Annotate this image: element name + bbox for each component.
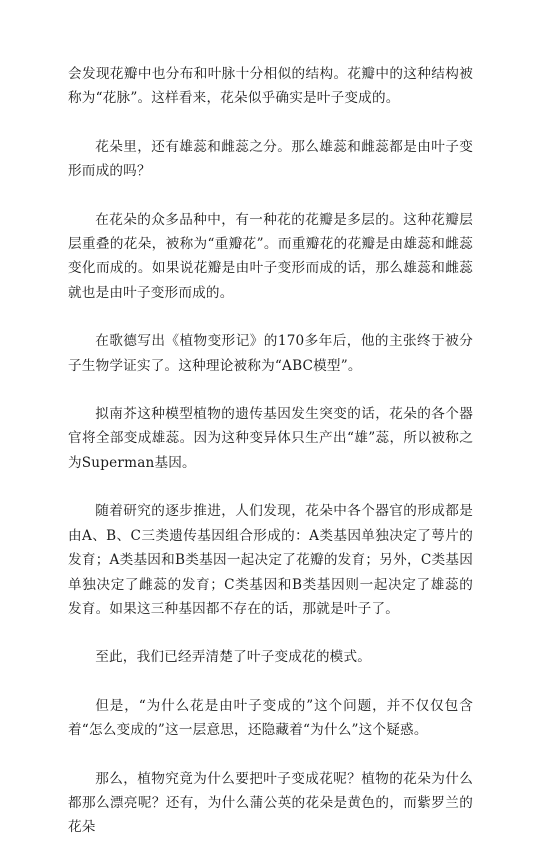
paragraph-7: 至此，我们已经弄清楚了叶子变成花的模式。 — [95, 649, 372, 666]
paragraph-3: 在花朵的众多品种中，有一种花的花瓣是多层的。这种花瓣层层重叠的花朵，被称为“重瓣花”。而重瓣花的花瓣是由雄蕊和雌蕊变化而成的。如果说花瓣是由叶子变形而成的话，那么雄蕊和雌蕊就也是由叶子变形而成的。 — [68, 211, 473, 301]
document-body — [68, 62, 473, 864]
paragraph-6: 随着研究的逐步推进，人们发现，花朵中各个器官的形成都是由A、B、C三类遗传基因组合形成的：A类基因单独决定了萼片的发育；A类基因和B类基因一起决定了花瓣的发育；另外，C类基因单独决定了雌蕊的发育；C类基因和B类基因则一起决定了雄蕊的发育。如果这三种基因都不存在的话，那就是叶子了。 — [68, 503, 473, 617]
paragraph-5: 拟南芥这种模型植物的遗传基因发生突变的话，花朵的各个器官将全部变成雄蕊。因为这种变异体只生产出“雄”蕊，所以被称之为Superman基因。 — [68, 406, 473, 471]
paragraph-4: 在歌德写出《植物变形记》的170多年后，他的主张终于被分子生物学证实了。这种理论被称为“ABC模型”。 — [68, 333, 473, 374]
paragraph-8: 但是，“为什么花是由叶子变成的”这个问题，并不仅仅包含着“怎么变成的”这一层意思，还隐藏着“为什么”这个疑惑。 — [68, 697, 473, 739]
paragraph-1: 会发现花瓣中也分布和叶脉十分相似的结构。花瓣中的这种结构被称为“花脉”。这样看来，花朵似乎确实是叶子变成的。 — [68, 66, 473, 107]
paragraph-2: 花朵里，还有雄蕊和雌蕊之分。那么雄蕊和雌蕊都是由叶子变形而成的吗？ — [68, 138, 473, 180]
paragraph-9: 那么，植物究竟为什么要把叶子变成花呢？植物的花朵为什么都那么漂亮呢？还有，为什么蒲公英的花朵是黄色的，而紫罗兰的花朵 — [68, 770, 473, 836]
